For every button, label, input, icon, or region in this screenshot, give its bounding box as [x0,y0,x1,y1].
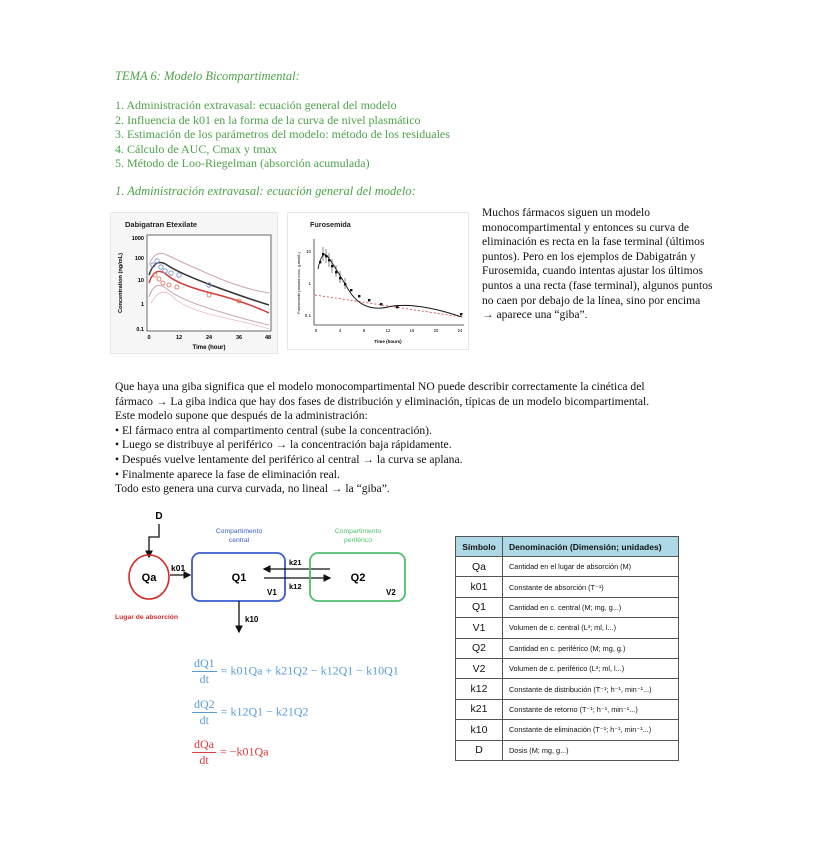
equation-dq1 [192,656,399,687]
x-tick: 20 [433,328,439,333]
data-point [358,295,360,297]
giba-explanation: Muchos fármacos siguen un modelo monocompartimental y entonces su curva de eliminación es recta en la fase terminal (últimos puntos). Pero en los ejemplos de Dabigatrán y Furosemida, cuando intentas ajustar los últimos puntos a una recta (fase terminal), algunos puntos no caen por debajo de la línea, sino por encima → aparece una “giba”. [482,206,713,322]
fitted-curve [318,255,462,317]
table-row [456,638,679,658]
x-tick: 0 [147,335,151,341]
y-tick: 1 [308,281,311,286]
description-cell: Constante de eliminación (T⁻¹; h⁻¹, min⁻¹...) [503,720,679,740]
table-row [456,720,679,740]
toc-item: 3. Estimación de los parámetros del modelo: método de los residuales [115,127,450,142]
q2-label: Q2 [350,572,366,584]
chart-title: Furosemida [310,220,351,229]
symbol-cell: k12 [456,679,503,699]
symbol-cell: k21 [456,699,503,719]
x-tick: 12 [385,328,391,333]
description-cell: Cantidad en el lugar de absorción (M) [503,557,679,577]
toc-item: 4. Cálculo de AUC, Cmax y tmax [115,141,277,156]
table-of-contents [115,98,450,171]
dose-label: D [155,511,163,522]
description-cell: Constante de distribución (T⁻¹; h⁻¹, min⁻¹...) [503,679,679,699]
body-line: Que haya una giba significa que el modelo monocompartimental NO puede describir correctamente la cinética del [115,380,645,393]
table-row [456,740,679,760]
table-row [456,597,679,617]
eq-denominator: dt [199,713,209,727]
description-cell: Dosis (M; mg, g...) [503,740,679,760]
body-line: Este modelo supone que después de la administración: [115,409,368,423]
body-line: fármaco → La giba indica que hay dos fases de distribución y eliminación, típicas de un modelo bicompartimental. [115,394,650,408]
peripheral-label-line1: Compartimento [334,528,382,535]
body-line: • Luego se distribuye al periférico → la concentración baja rápidamente. [115,438,452,452]
table-row [456,679,679,699]
eq-denominator: dt [199,753,209,767]
symbol-cell: Q1 [456,597,503,617]
x-tick: 24 [457,328,463,333]
fraction [192,656,217,687]
eq-rhs: = −k01Qa [220,744,269,759]
v1-label: V1 [267,588,277,597]
y-tick: 10 [137,278,144,284]
absorption-site-label: Lugar de absorción [115,614,179,621]
symbols-table [455,536,679,761]
table-row [456,618,679,638]
body-text [115,380,715,497]
k12-label: k12 [289,582,302,591]
y-axis-label: Furosemide plasma conc. (µmol/L) [296,252,301,314]
eq-numerator: dQa [194,737,214,751]
table-row [456,658,679,678]
furosemida-figure [287,212,469,350]
central-label-line2: central [228,537,250,544]
eq-numerator: dQ2 [194,697,215,711]
column-header: Símbolo [456,537,503,557]
symbol-cell: D [456,740,503,760]
x-tick: 4 [338,328,342,333]
x-tick: 48 [264,335,272,341]
qa-label: Qa [141,572,157,584]
dose-arrow [149,524,159,557]
symbol-cell: V2 [456,658,503,678]
symbol-cell: k10 [456,720,503,740]
data-point [380,303,382,305]
x-axis-label: Time (hours) [374,339,402,344]
q1-label: Q1 [231,572,247,584]
dabigatran-chart [111,213,277,353]
eq-rhs: = k12Q1 − k21Q2 [220,704,309,719]
description-cell: Constante de retorno (T⁻¹; h⁻¹, min⁻¹...) [503,699,679,719]
compartment-svg [112,505,422,655]
eq-rhs: = k01Qa + k21Q2 − k12Q1 − k10Q1 [220,663,399,678]
data-point [350,289,352,291]
x-tick: 36 [235,335,243,341]
body-line: • Después vuelve lentamente del periférico al central → la curva se aplana. [115,452,463,466]
symbol-cell: k01 [456,577,503,597]
description-cell: Constante de absorción (T⁻¹) [503,577,679,597]
dabigatran-figure [110,212,278,354]
body-line: • Finalmente aparece la fase de eliminación real. [115,467,340,481]
toc-item: 1. Administración extravasal: ecuación general del modelo [115,98,397,112]
table-row [456,557,679,577]
y-tick: 0.1 [304,313,311,318]
table-header-row [456,537,679,557]
description-cell: Cantidad en c. periférico (M; mg, g.) [503,638,679,658]
toc-item: 2. Influencia de k01 en la forma de la curva de nivel plasmático [115,112,421,127]
error-bars [323,247,345,289]
x-tick: 24 [205,335,213,341]
equation-dq2 [192,697,309,728]
x-tick: 0 [314,328,318,333]
table-row [456,699,679,719]
k01-label: k01 [171,563,186,573]
y-tick: 100 [134,256,144,262]
fraction [192,737,216,768]
section-heading: 1. Administración extravasal: ecuación general del modelo: [115,184,416,198]
symbols-table-wrap [455,536,679,761]
furosemida-chart [288,213,468,349]
table-row [456,577,679,597]
x-tick: 8 [362,328,366,333]
data-point [368,299,370,301]
y-tick: 10 [305,249,311,254]
description-cell: Cantidad en c. central (M; mg, g...) [503,597,679,617]
x-axis-label: Time (hour) [192,345,226,351]
page-title: TEMA 6: Modelo Bicompartimental: [115,69,300,83]
data-point [319,261,321,263]
terminal-phase-line [315,295,462,317]
data-point [396,306,398,308]
central-label-line1: Compartimento [215,528,263,535]
eq-numerator: dQ1 [194,656,215,670]
chart-title: Dabigatran Etexilate [125,220,198,229]
symbol-cell: Qa [456,557,503,577]
data-point [460,313,462,315]
y-axis-label: Concentration (ng/mL) [118,253,124,313]
description-cell: Volumen de c. periférico (L³; ml, l...) [503,658,679,678]
toc-item: 5. Método de Loo-Riegelman (absorción acumulada) [115,156,370,171]
description-cell: Volumen de c. central (L³; ml, l...) [503,618,679,638]
eq-denominator: dt [199,672,209,686]
column-header: Denominación (Dimensión; unidades) [503,537,679,557]
symbol-cell: Q2 [456,638,503,658]
x-tick: 12 [175,335,183,341]
v2-label: V2 [386,588,396,597]
body-line: Todo esto genera una curva curvada, no lineal → la “giba”. [115,482,390,496]
k21-label: k21 [289,558,302,567]
fraction [192,697,217,728]
y-tick: 1000 [131,236,144,242]
y-tick: 1 [140,302,144,308]
equation-dqa [192,737,269,768]
peripheral-label-line2: periférico [344,537,372,544]
body-line: • El fármaco entra al compartimento central (sube la concentración). [115,423,432,437]
y-tick: 0.1 [136,327,144,333]
x-tick: 16 [409,328,415,333]
symbol-cell: V1 [456,618,503,638]
k10-label: k10 [245,615,259,624]
bicompartment-diagram [112,505,422,655]
